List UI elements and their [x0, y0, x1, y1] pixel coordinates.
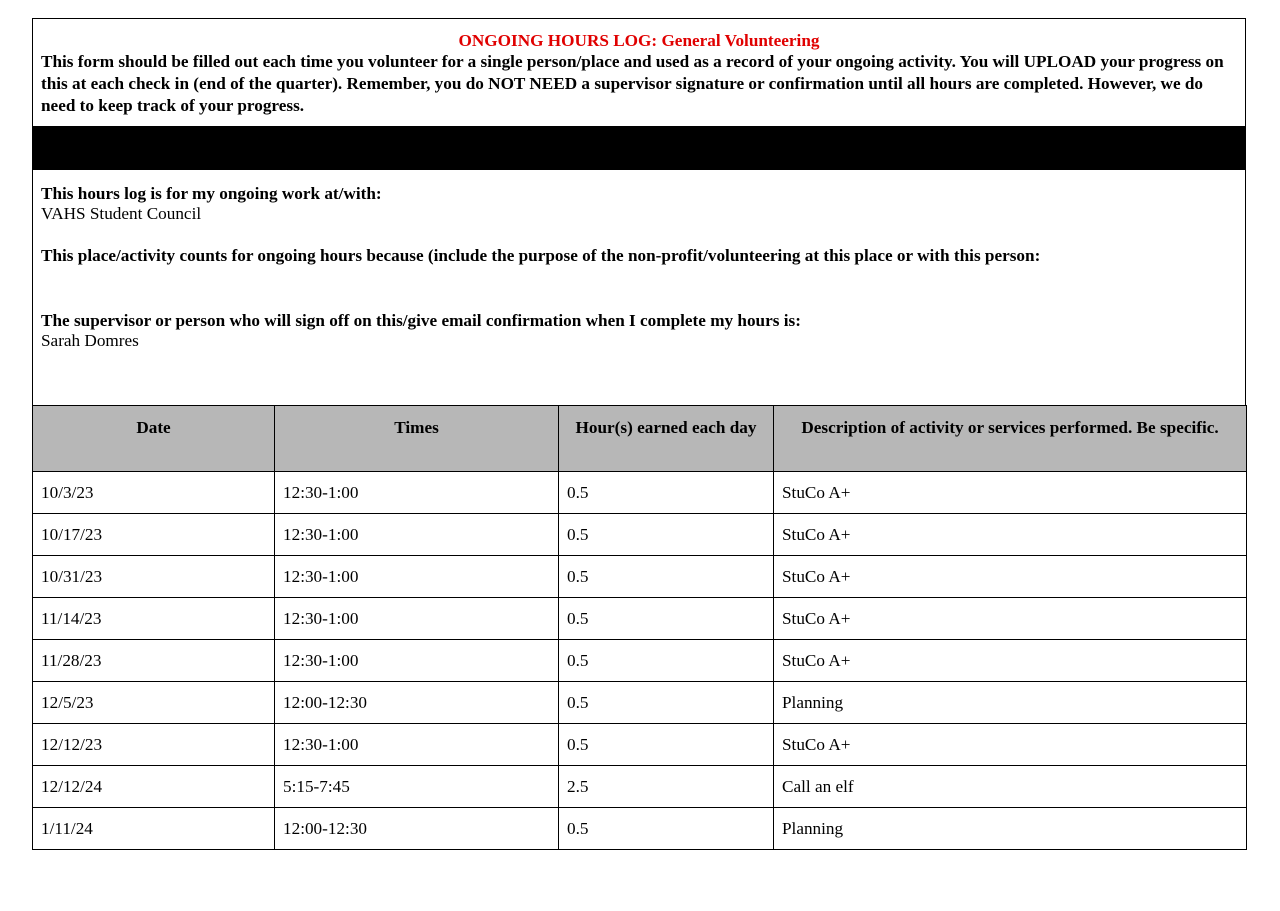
- black-divider-bar: [32, 126, 1246, 169]
- cell-description[interactable]: StuCo A+: [774, 514, 1247, 556]
- cell-description[interactable]: StuCo A+: [774, 598, 1247, 640]
- header-date: Date: [33, 406, 275, 472]
- cell-times[interactable]: 12:30-1:00: [275, 556, 559, 598]
- table-header-row: [33, 406, 1247, 472]
- cell-hours[interactable]: 0.5: [559, 682, 774, 724]
- cell-hours[interactable]: 0.5: [559, 556, 774, 598]
- table-row: [33, 598, 1247, 640]
- cell-times[interactable]: 5:15-7:45: [275, 766, 559, 808]
- cell-hours[interactable]: 0.5: [559, 472, 774, 514]
- cell-times[interactable]: 12:30-1:00: [275, 724, 559, 766]
- hours-table: [32, 405, 1247, 850]
- cell-date[interactable]: 11/14/23: [33, 598, 275, 640]
- form-title: ONGOING HOURS LOG: General Volunteering: [458, 31, 820, 50]
- supervisor-question-label: The supervisor or person who will sign off on this/give email confirmation when I complete my hours is:: [41, 311, 801, 330]
- header-times: Times: [275, 406, 559, 472]
- cell-times[interactable]: 12:30-1:00: [275, 598, 559, 640]
- cell-date[interactable]: 11/28/23: [33, 640, 275, 682]
- cell-date[interactable]: 10/31/23: [33, 556, 275, 598]
- cell-times[interactable]: 12:30-1:00: [275, 514, 559, 556]
- table-row: [33, 808, 1247, 850]
- cell-description[interactable]: StuCo A+: [774, 724, 1247, 766]
- cell-description[interactable]: StuCo A+: [774, 640, 1247, 682]
- cell-description[interactable]: Call an elf: [774, 766, 1247, 808]
- table-row: [33, 472, 1247, 514]
- cell-date[interactable]: 10/3/23: [33, 472, 275, 514]
- cell-times[interactable]: 12:30-1:00: [275, 472, 559, 514]
- cell-description[interactable]: Planning: [774, 808, 1247, 850]
- cell-times[interactable]: 12:00-12:30: [275, 682, 559, 724]
- cell-hours[interactable]: 0.5: [559, 724, 774, 766]
- cell-hours[interactable]: 0.5: [559, 640, 774, 682]
- header-description: Description of activity or services performed. Be specific.: [774, 406, 1247, 472]
- table-row: [33, 682, 1247, 724]
- header-hours: Hour(s) earned each day: [559, 406, 774, 472]
- form-intro: This form should be filled out each time you volunteer for a single person/place and used as a record of your ongoing activity. You will UPLOAD your progress on this at each check in (end of the quarter). Remember, you do NOT NEED a supervisor signature or confirmation until all hours are completed. However, we do need to keep track of your progress.: [41, 52, 1224, 115]
- table-row: [33, 766, 1247, 808]
- work-answer[interactable]: VAHS Student Council: [41, 204, 202, 223]
- table-row: [33, 724, 1247, 766]
- cell-times[interactable]: 12:00-12:30: [275, 808, 559, 850]
- cell-date[interactable]: 1/11/24: [33, 808, 275, 850]
- cell-hours[interactable]: 2.5: [559, 766, 774, 808]
- cell-hours[interactable]: 0.5: [559, 808, 774, 850]
- cell-description[interactable]: Planning: [774, 682, 1247, 724]
- table-row: [33, 514, 1247, 556]
- table-row: [33, 640, 1247, 682]
- purpose-answer[interactable]: [41, 266, 1237, 286]
- cell-date[interactable]: 12/12/23: [33, 724, 275, 766]
- cell-date[interactable]: 12/12/24: [33, 766, 275, 808]
- cell-hours[interactable]: 0.5: [559, 514, 774, 556]
- info-section: [32, 169, 1246, 405]
- purpose-question-label: This place/activity counts for ongoing hours because (include the purpose of the non-profit/volunteering at this place or with this person:: [41, 246, 1041, 265]
- cell-date[interactable]: 12/5/23: [33, 682, 275, 724]
- work-question-label: This hours log is for my ongoing work at/with:: [41, 184, 382, 203]
- cell-times[interactable]: 12:30-1:00: [275, 640, 559, 682]
- table-row: [33, 556, 1247, 598]
- cell-description[interactable]: StuCo A+: [774, 472, 1247, 514]
- supervisor-answer[interactable]: Sarah Domres: [41, 331, 139, 350]
- cell-date[interactable]: 10/17/23: [33, 514, 275, 556]
- form-header: [32, 18, 1246, 126]
- cell-description[interactable]: StuCo A+: [774, 556, 1247, 598]
- cell-hours[interactable]: 0.5: [559, 598, 774, 640]
- hours-log-form: [32, 18, 1246, 850]
